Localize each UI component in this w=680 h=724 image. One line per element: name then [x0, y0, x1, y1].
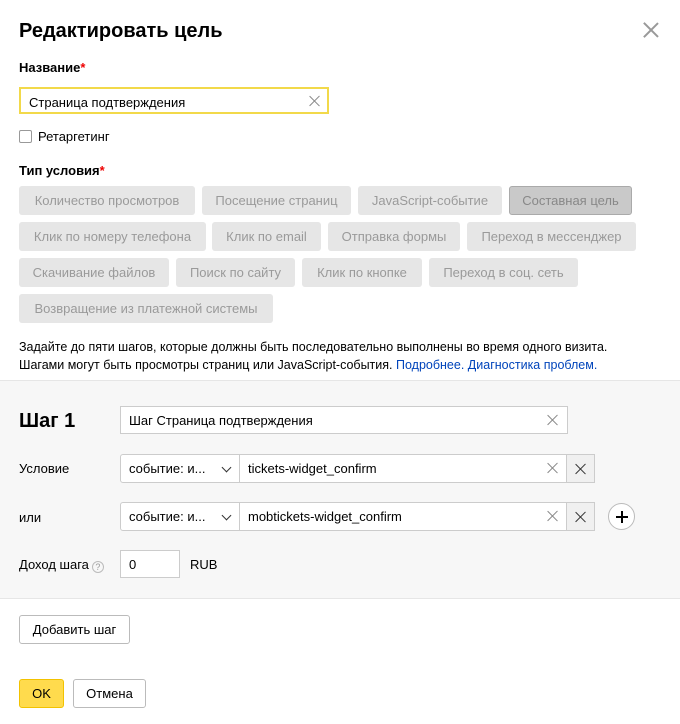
chip-payment-return[interactable]: Возвращение из платежной системы — [19, 294, 273, 323]
condition-value: tickets-widget_confirm — [248, 461, 377, 476]
condition-type-label-text: Тип условия — [19, 163, 100, 178]
chip-button-click[interactable]: Клик по кнопке — [302, 258, 422, 287]
or-condition-type-select[interactable] — [120, 502, 240, 531]
chip-pageview-count[interactable]: Количество просмотров — [19, 186, 195, 215]
revenue-label-text: Доход шага — [19, 557, 89, 572]
condition-value-input[interactable] — [239, 454, 567, 483]
goal-name-value: Страница подтверждения — [29, 95, 186, 110]
revenue-value: 0 — [129, 556, 137, 572]
retargeting-label: Ретаргетинг — [38, 129, 110, 144]
diagnostics-link[interactable]: Диагностика проблем. — [467, 358, 598, 372]
chip-composite-goal[interactable]: Составная цель — [509, 186, 632, 215]
clear-step-name-icon[interactable] — [547, 414, 559, 426]
condition-type-value: событие: и... — [129, 461, 206, 476]
more-link[interactable]: Подробнее. — [396, 358, 465, 372]
hint-line-2: Шагами могут быть просмотры страниц или JavaScript-события. — [19, 358, 393, 372]
condition-type-select[interactable] — [120, 454, 240, 483]
chevron-down-icon — [222, 511, 232, 521]
step-name-input[interactable] — [120, 406, 568, 434]
cancel-button[interactable]: Отмена — [73, 679, 146, 708]
chip-js-event[interactable]: JavaScript-событие — [358, 186, 502, 215]
chip-page-visit[interactable]: Посещение страниц — [202, 186, 351, 215]
or-condition-type-value: событие: и... — [129, 509, 206, 524]
chip-phone-click[interactable]: Клик по номеру телефона — [19, 222, 206, 251]
or-condition-value-input[interactable] — [239, 502, 567, 531]
close-icon[interactable] — [640, 19, 662, 41]
ok-button[interactable]: OK — [19, 679, 64, 708]
goal-name-input[interactable] — [19, 87, 329, 114]
add-step-button[interactable]: Добавить шаг — [19, 615, 130, 644]
clear-condition-icon[interactable] — [547, 462, 559, 474]
chip-social-network[interactable]: Переход в соц. сеть — [429, 258, 578, 287]
step-name-value: Шаг Страница подтверждения — [129, 412, 313, 428]
add-condition-button[interactable] — [608, 503, 635, 530]
required-mark: * — [99, 163, 105, 178]
or-condition-value: mobtickets-widget_confirm — [248, 509, 402, 524]
or-label: или — [19, 510, 42, 525]
retargeting-checkbox[interactable] — [19, 130, 32, 143]
retargeting-row[interactable] — [19, 129, 110, 144]
condition-label: Условие — [19, 461, 70, 476]
chip-site-search[interactable]: Поиск по сайту — [176, 258, 295, 287]
help-icon[interactable]: ? — [92, 561, 104, 573]
hint-line-1: Задайте до пяти шагов, которые должны быть последовательно выполнены во время одного визита. — [19, 340, 608, 354]
step-title: Шаг 1 — [19, 410, 76, 432]
remove-condition-button[interactable] — [566, 454, 595, 483]
clear-name-icon[interactable] — [309, 95, 321, 107]
revenue-input[interactable] — [120, 550, 180, 578]
dialog-title: Редактировать цель — [19, 20, 223, 42]
chip-email-click[interactable]: Клик по email — [212, 222, 321, 251]
chip-messenger[interactable]: Переход в мессенджер — [467, 222, 636, 251]
revenue-label — [19, 557, 104, 573]
chip-form-submit[interactable]: Отправка формы — [328, 222, 460, 251]
currency-label: RUB — [190, 557, 218, 572]
close-icon — [575, 463, 587, 475]
condition-type-label — [19, 163, 105, 178]
chip-file-download[interactable]: Скачивание файлов — [19, 258, 169, 287]
close-icon — [575, 511, 587, 523]
required-mark: * — [80, 60, 86, 75]
remove-or-condition-button[interactable] — [566, 502, 595, 531]
steps-hint — [19, 338, 659, 374]
chevron-down-icon — [222, 463, 232, 473]
clear-or-condition-icon[interactable] — [547, 510, 559, 522]
name-label-text: Название — [19, 60, 81, 75]
name-field-label — [19, 60, 85, 75]
